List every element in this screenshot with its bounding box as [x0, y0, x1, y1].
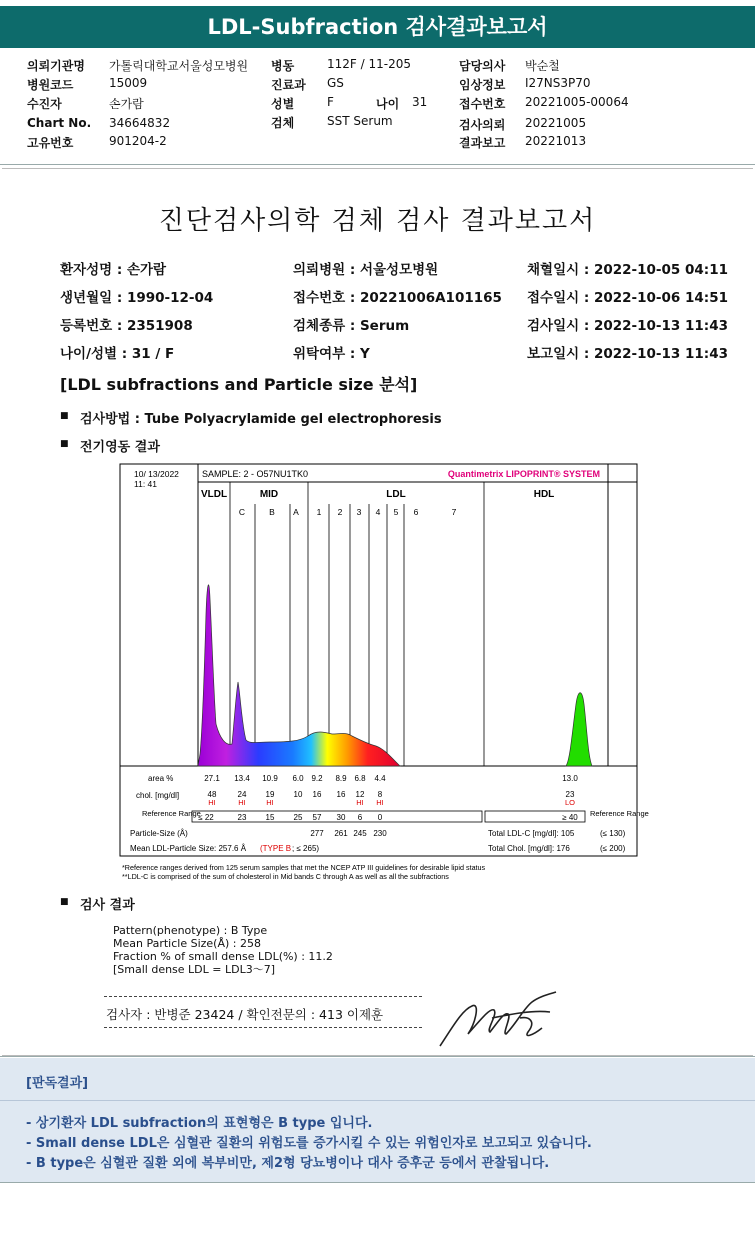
group-label-ldl: LDL [386, 489, 406, 500]
chol-value: 24 [237, 790, 247, 799]
ref-value: 25 [293, 813, 303, 822]
info-value: 손가람 [109, 97, 144, 111]
ref-right-label: Reference Range [590, 809, 649, 818]
band-label-7: 7 [451, 507, 457, 517]
chart-sample: SAMPLE: 2 - O57NU1TK0 [202, 469, 309, 479]
area-value: 27.1 [204, 774, 220, 783]
judgement-line: - Small dense LDL은 심혈관 질환의 위험도를 증가시킬 수 있는 위험인자로 보고되고 있습니다. [26, 1136, 592, 1151]
flag-value: LO [564, 798, 576, 807]
field: 위탁여부 : Y [293, 346, 370, 362]
info-label: 담당의사 [459, 59, 506, 73]
electrophoresis-chart [120, 464, 649, 884]
signer-text: 검사자 : 반병준 23424 / 확인전문의 : 413 이제훈 [106, 1007, 384, 1022]
info-value: 901204-2 [109, 134, 167, 148]
total-chol: Total Chol. [mg/dl]: 176 [488, 844, 570, 853]
footnote-1: *Reference ranges derived from 125 serum samples that met the NCEP ATP III guidelines for desirable lipid status [122, 863, 486, 872]
info-label: 검체 [271, 116, 295, 130]
info-value: 20221013 [525, 134, 587, 148]
info-value: 20221005-00064 [525, 95, 629, 109]
flag-value: HI [376, 798, 384, 807]
psize-value: 230 [373, 829, 387, 838]
ref-value: 57 [312, 813, 322, 822]
ref-value: ≤ 22 [198, 813, 214, 822]
result-line: Mean Particle Size(Å) : 258 [113, 937, 261, 950]
chol-value: 19 [265, 790, 275, 799]
info-value: I27NS3P70 [525, 76, 591, 90]
chart-brand: Quantimetrix LIPOPRINT® SYSTEM [447, 469, 600, 479]
total-chol-ref: (≤ 200) [600, 844, 626, 853]
area-value: 8.9 [335, 774, 347, 783]
chol-value: 48 [207, 790, 217, 799]
chol-value: 23 [565, 790, 575, 799]
field: 채혈일시 : 2022-10-05 04:11 [527, 262, 728, 278]
info-label: 병동 [271, 59, 295, 73]
info-label: 임상정보 [459, 78, 506, 92]
section-title: [LDL subfractions and Particle size 분석] [60, 375, 418, 394]
chart-time: 11: 41 [134, 479, 158, 489]
psize-value: 261 [334, 829, 348, 838]
info-value: 박순철 [525, 59, 560, 73]
flag-value: HI [208, 798, 216, 807]
info-value: 15009 [109, 76, 148, 90]
area-label: area % [148, 774, 174, 783]
ref-value: 23 [237, 813, 247, 822]
judgement-line: - 상기환자 LDL subfraction의 표현형은 B type 입니다. [26, 1116, 373, 1131]
divider [0, 1056, 755, 1057]
field: 생년월일 : 1990-12-04 [60, 290, 214, 306]
result-block [113, 924, 333, 976]
band-label-2: 2 [337, 507, 343, 517]
field: 검사일시 : 2022-10-13 11:43 [527, 318, 728, 334]
info-label: 수진자 [27, 97, 62, 111]
band-label-b: B [269, 507, 275, 517]
total-ldl-ref: (≤ 130) [600, 829, 626, 838]
result-line: Fraction % of small dense LDL(%) : 11.2 [113, 950, 333, 963]
chol-label: chol. [mg/dl] [136, 791, 180, 800]
info-label: 접수번호 [459, 97, 506, 111]
field: 접수일시 : 2022-10-06 14:51 [527, 290, 728, 306]
chart-date: 10/ 13/2022 [134, 469, 179, 479]
psize-value: 245 [353, 829, 367, 838]
info-value: 20221005 [525, 116, 587, 130]
signature-image [432, 988, 562, 1052]
field: 보고일시 : 2022-10-13 11:43 [527, 346, 728, 362]
flag-value: HI [266, 798, 274, 807]
area-value: 9.2 [311, 774, 323, 783]
info-grid [0, 55, 755, 155]
result-heading: ■ 검사 결과 [80, 894, 135, 913]
band-label-c: C [238, 507, 246, 517]
info-value: F [327, 95, 334, 109]
type-label: (TYPE B [260, 844, 292, 853]
result-line: [Small dense LDL = LDL3～7] [113, 963, 276, 976]
divider [0, 1182, 755, 1183]
psize-label: Particle-Size (Å) [130, 829, 188, 838]
band-label-1: 1 [316, 507, 322, 517]
area-value: 4.4 [374, 774, 386, 783]
divider [0, 164, 755, 165]
report-header [0, 6, 755, 48]
chol-value: 16 [336, 790, 346, 799]
band-label-3: 3 [356, 507, 362, 517]
total-ldl: Total LDL-C [mg/dl]: 105 [488, 829, 575, 838]
info-label: Chart No. [27, 116, 92, 130]
chol-value: 12 [355, 790, 365, 799]
area-value: 6.8 [354, 774, 366, 783]
group-label-mid: MID [259, 489, 279, 500]
flag-value: HI [238, 798, 246, 807]
info-label: 검사의뢰 [459, 118, 506, 132]
flag-value: HI [356, 798, 364, 807]
field: 접수번호 : 20221006A101165 [293, 290, 502, 306]
judgement-title: [판독결과] [26, 1076, 89, 1091]
footnote-2: **LDL-C is comprised of the sum of cholesterol in Mid bands C through A as well as all the subfractions [122, 872, 449, 881]
psize-value: 277 [310, 829, 324, 838]
header-title: LDL-Subfraction 검사결과보고서 [207, 15, 548, 39]
band-label-5: 5 [393, 507, 399, 517]
info-label: 성별 [271, 97, 295, 111]
field: 등록번호 : 2351908 [60, 318, 193, 334]
ref-label: Reference Range [142, 809, 201, 818]
ref-value: 30 [336, 813, 346, 822]
field: 의뢰병원 : 서울성모병원 [293, 262, 439, 278]
info-label: 고유번호 [27, 136, 74, 150]
info-label: 병원코드 [27, 78, 74, 92]
area-value: 13.4 [234, 774, 250, 783]
info-label: 의뢰기관명 [27, 59, 85, 73]
ref-value: 15 [265, 813, 275, 822]
field: 검체종류 : Serum [293, 318, 410, 334]
ref-value: 6 [357, 813, 363, 822]
ref-value: 0 [377, 813, 383, 822]
info-value: SST Serum [327, 114, 393, 128]
info-value: 가톨릭대학교서울성모병원 [109, 59, 249, 73]
chol-value: 16 [312, 790, 322, 799]
info-label: 진료과 [271, 78, 306, 92]
mean-size-label: Mean LDL-Particle Size: 257.6 Å [130, 844, 247, 853]
area-value: 13.0 [562, 774, 578, 783]
info-value: 34664832 [109, 116, 171, 130]
area-value: 6.0 [292, 774, 304, 783]
band-label-6: 6 [413, 507, 419, 517]
info-label: 결과보고 [459, 136, 506, 150]
group-label-vldl: VLDL [200, 489, 228, 500]
type-tail: ; ≤ 265) [292, 844, 320, 853]
judgement-divider [0, 1100, 755, 1101]
info-value: GS [327, 76, 344, 90]
field: 환자성명 : 손가람 [60, 262, 167, 278]
group-label-hdl: HDL [533, 489, 555, 500]
field: 나이/성별 : 31 / F [60, 346, 175, 362]
judgement-line: - B type은 심혈관 질환 외에 복부비만, 제2형 당뇨병이나 대사 증후군 등에서 관찰됩니다. [26, 1156, 550, 1171]
judgement-panel [0, 1058, 755, 1182]
info-value: 112F / 11-205 [327, 57, 411, 71]
report-title: 진단검사의학 검체 검사 결과보고서 [158, 206, 597, 236]
method-line: ■ 검사방법 : Tube Polyacrylamide gel electrophoresis [80, 408, 442, 427]
age-value: 31 [412, 95, 428, 109]
band-label-a: A [293, 507, 299, 517]
ref-value: ≥ 40 [562, 813, 578, 822]
chol-value: 8 [377, 790, 383, 799]
electro-heading: ■ 전기영동 결과 [80, 436, 160, 455]
age-label: 나이 [376, 97, 400, 111]
band-label-4: 4 [375, 507, 381, 517]
signer-line-bottom [104, 1027, 422, 1028]
area-value: 10.9 [262, 774, 278, 783]
chol-value: 10 [293, 790, 303, 799]
result-line: Pattern(phenotype) : B Type [113, 924, 268, 937]
signer-line-top [104, 996, 422, 997]
